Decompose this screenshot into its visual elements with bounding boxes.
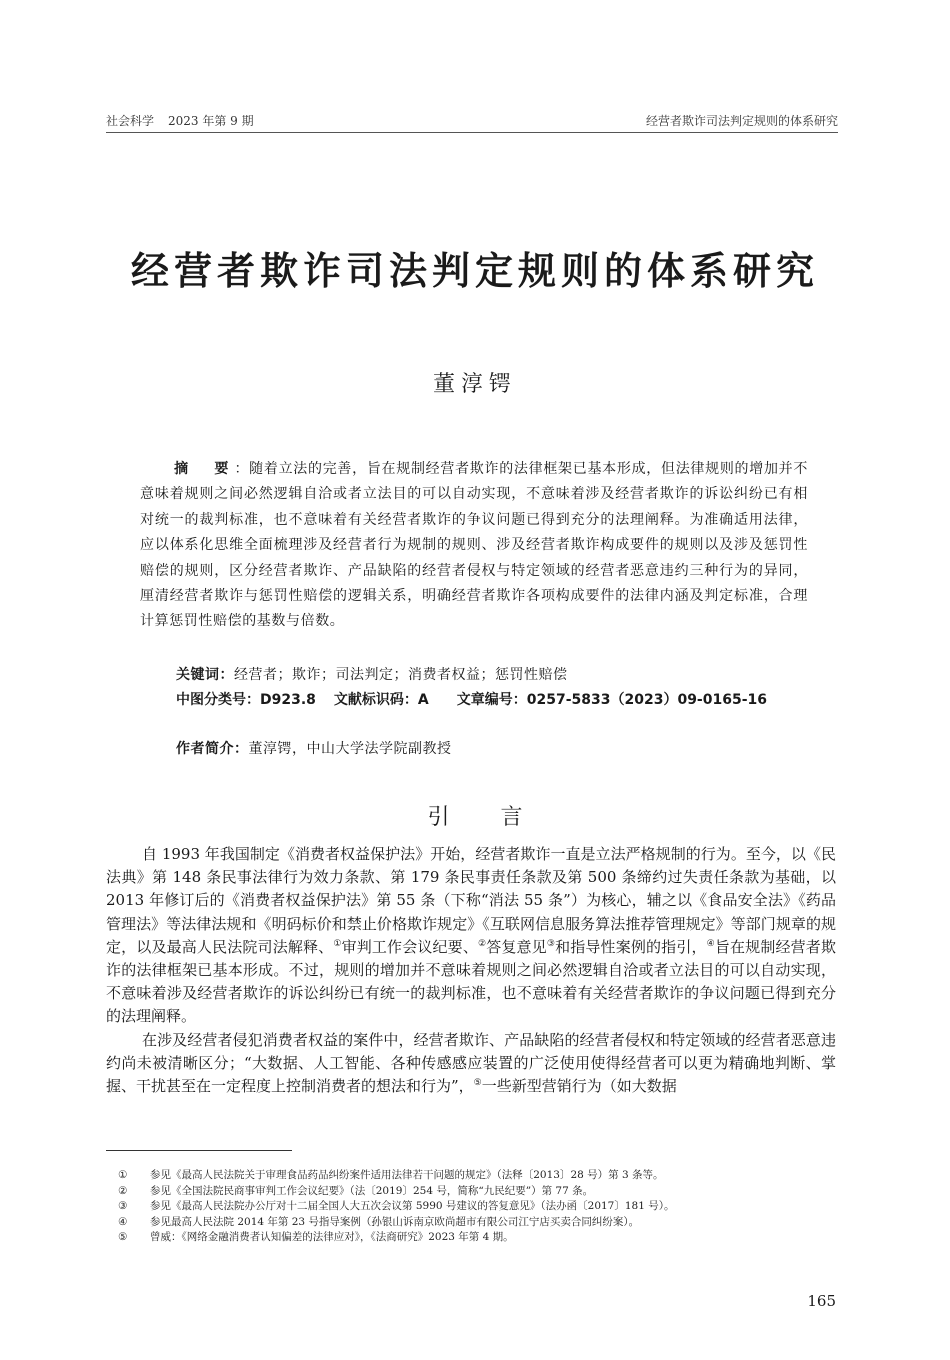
issue-number: 2023 年第 9 期 — [168, 114, 254, 128]
classification-line — [176, 689, 767, 709]
footnote-number: ⑤ — [118, 1231, 128, 1244]
footnote-number: ④ — [118, 1215, 128, 1228]
keywords-label: 关键词： — [176, 667, 234, 683]
footnote-text: 参见《最高人民法院办公厅对十二届全国人大五次会议第 5990 号建议的答复意见》（法办函〔2017〕181 号）。 — [150, 1200, 675, 1213]
paragraph-text: 和指导性案例的指引， — [555, 937, 707, 956]
footnote — [106, 1230, 836, 1246]
footnote-text: 曾威：《网络金融消费者认知偏差的法律应对》，《法商研究》2023 年第 4 期。 — [150, 1231, 514, 1244]
footnote — [106, 1215, 836, 1231]
footnote — [106, 1168, 836, 1184]
abstract — [140, 457, 808, 635]
clc-label: 中图分类号： — [176, 692, 260, 708]
footnote-number: ① — [118, 1169, 128, 1181]
doc-code-label: 文献标识码： — [333, 692, 418, 708]
abstract-colon: ： — [234, 461, 250, 477]
body-text — [106, 843, 836, 1098]
running-header — [106, 110, 838, 133]
footnotes — [106, 1168, 836, 1246]
keywords — [176, 664, 568, 684]
footnote-divider — [106, 1150, 292, 1151]
footnote-text: 参见《最高人民法院关于审理食品药品纠纷案件适用法律若干问题的规定》（法释〔2013〕28 号）第 3 条等。 — [150, 1169, 664, 1181]
footnote-text: 参见最高人民法院 2014 年第 23 号指导案例（孙银山诉南京欧尚超市有限公司江宁店买卖合同纠纷案）。 — [150, 1215, 640, 1228]
paragraph-text: 答复意见 — [486, 937, 547, 956]
header-running-title: 经营者欺诈司法判定规则的体系研究 — [645, 114, 838, 128]
header-journal-issue — [106, 112, 254, 129]
article-author: 董淳锷 — [432, 372, 517, 397]
article-number-label: 文章编号： — [456, 692, 527, 708]
footnote-ref[interactable]: ② — [477, 938, 487, 949]
footnote-ref[interactable]: ⑤ — [473, 1078, 482, 1089]
paragraph — [106, 1029, 836, 1099]
footnote — [106, 1199, 836, 1215]
abstract-text: 随着立法的完善，旨在规制经营者欺诈的法律框架已基本形成，但法律规则的增加并不意味着规则之间必然逻辑自洽或者立法目的可以自动实现，不意味着涉及经营者欺诈的诉讼纠纷已有相对统一的裁判标准，也不意味着有关经营者欺诈的争议问题已得到充分的法理阐释。为准确适用法律，应以体系化思维全面梳理涉及经营者行为规制的规则、涉及经营者欺诈构成要件的规则以及涉及惩罚性赔偿的规则，区分经营者欺诈、产品缺陷的经营者侵权与特定领域的经营者恶意违约三种行为的异同，厘清经营者欺诈与惩罚性赔偿的逻辑关系，明确经营者欺诈各项构成要件的法律内涵及判定标准，合理计算惩罚性赔偿的基数与倍数。 — [140, 461, 808, 630]
author-info — [176, 738, 452, 758]
journal-name: 社会科学 — [106, 114, 155, 128]
paragraph-text: 一些新型营销行为（如大数据 — [481, 1077, 677, 1096]
doc-code-value: A — [417, 692, 429, 708]
author-info-label: 作者简介： — [176, 741, 249, 757]
footnote — [106, 1184, 836, 1200]
paragraph — [106, 843, 836, 1029]
footnote-ref[interactable]: ③ — [546, 938, 556, 949]
paragraph-text: 旨在规制经营者欺诈的法律框架已基本形成。不过，规则的增加并不意味着规则之间必然逻辑自洽或者立法目的可以自动实现，不意味着涉及经营者欺诈的诉讼纠纷已有统一的裁判标准，也不意味着有关经营者欺诈的争议问题已得到充分的法理阐释。 — [106, 937, 836, 1026]
footnote-number: ② — [118, 1184, 128, 1197]
keywords-text: 经营者；欺诈；司法判定；消费者权益；惩罚性赔偿 — [234, 667, 568, 683]
footnote-text: 参见《全国法院民商事审判工作会议纪要》（法〔2019〕254 号，简称“九民纪要”）第 77 条。 — [150, 1184, 594, 1197]
paragraph-text: 自 1993 年我国制定《消费者权益保护法》开始，经营者欺诈一直是立法严格规制的行为。至今，以《民法典》第 148 条民事法律行为效力条款、第 179 条民事责任条款及第 500 条缔约过失责任条款为基础，以 2013 年修订后的《消费者权益保护法》第 55 条（下称“消法 55 条”）为核心，辅之以《食品安全法》《药品管理法》等法律法规和《明码标价和禁止价格欺诈规定》《互联网信息服务算法推荐管理规定》等部门规章的规定，以及最高人民法院司法解释、 — [106, 845, 836, 956]
footnote-number: ③ — [118, 1200, 128, 1213]
section-heading: 引 言 — [427, 805, 545, 830]
page-number: 165 — [807, 1292, 836, 1310]
article-title: 经营者欺诈司法判定规则的体系研究 — [130, 249, 819, 293]
clc-value: D923.8 — [260, 692, 316, 708]
abstract-label: 摘 要 — [174, 461, 235, 477]
paragraph-text: 审判工作会议纪要、 — [341, 937, 478, 956]
footnote-ref[interactable]: ④ — [706, 938, 715, 949]
article-number-value: 0257-5833（2023）09-0165-16 — [526, 692, 768, 708]
footnote-ref[interactable]: ① — [333, 938, 342, 949]
author-info-text: 董淳锷，中山大学法学院副教授 — [248, 741, 452, 757]
paragraph-text: 在涉及经营者侵犯消费者权益的案件中，经营者欺诈、产品缺陷的经营者侵权和特定领域的经营者恶意违约尚未被清晰区分；“大数据、人工智能、各种传感感应装置的广泛使用使得经营者可以更为精确地判断、掌握、干扰甚至在一定程度上控制消费者的想法和行为”， — [106, 1030, 836, 1096]
